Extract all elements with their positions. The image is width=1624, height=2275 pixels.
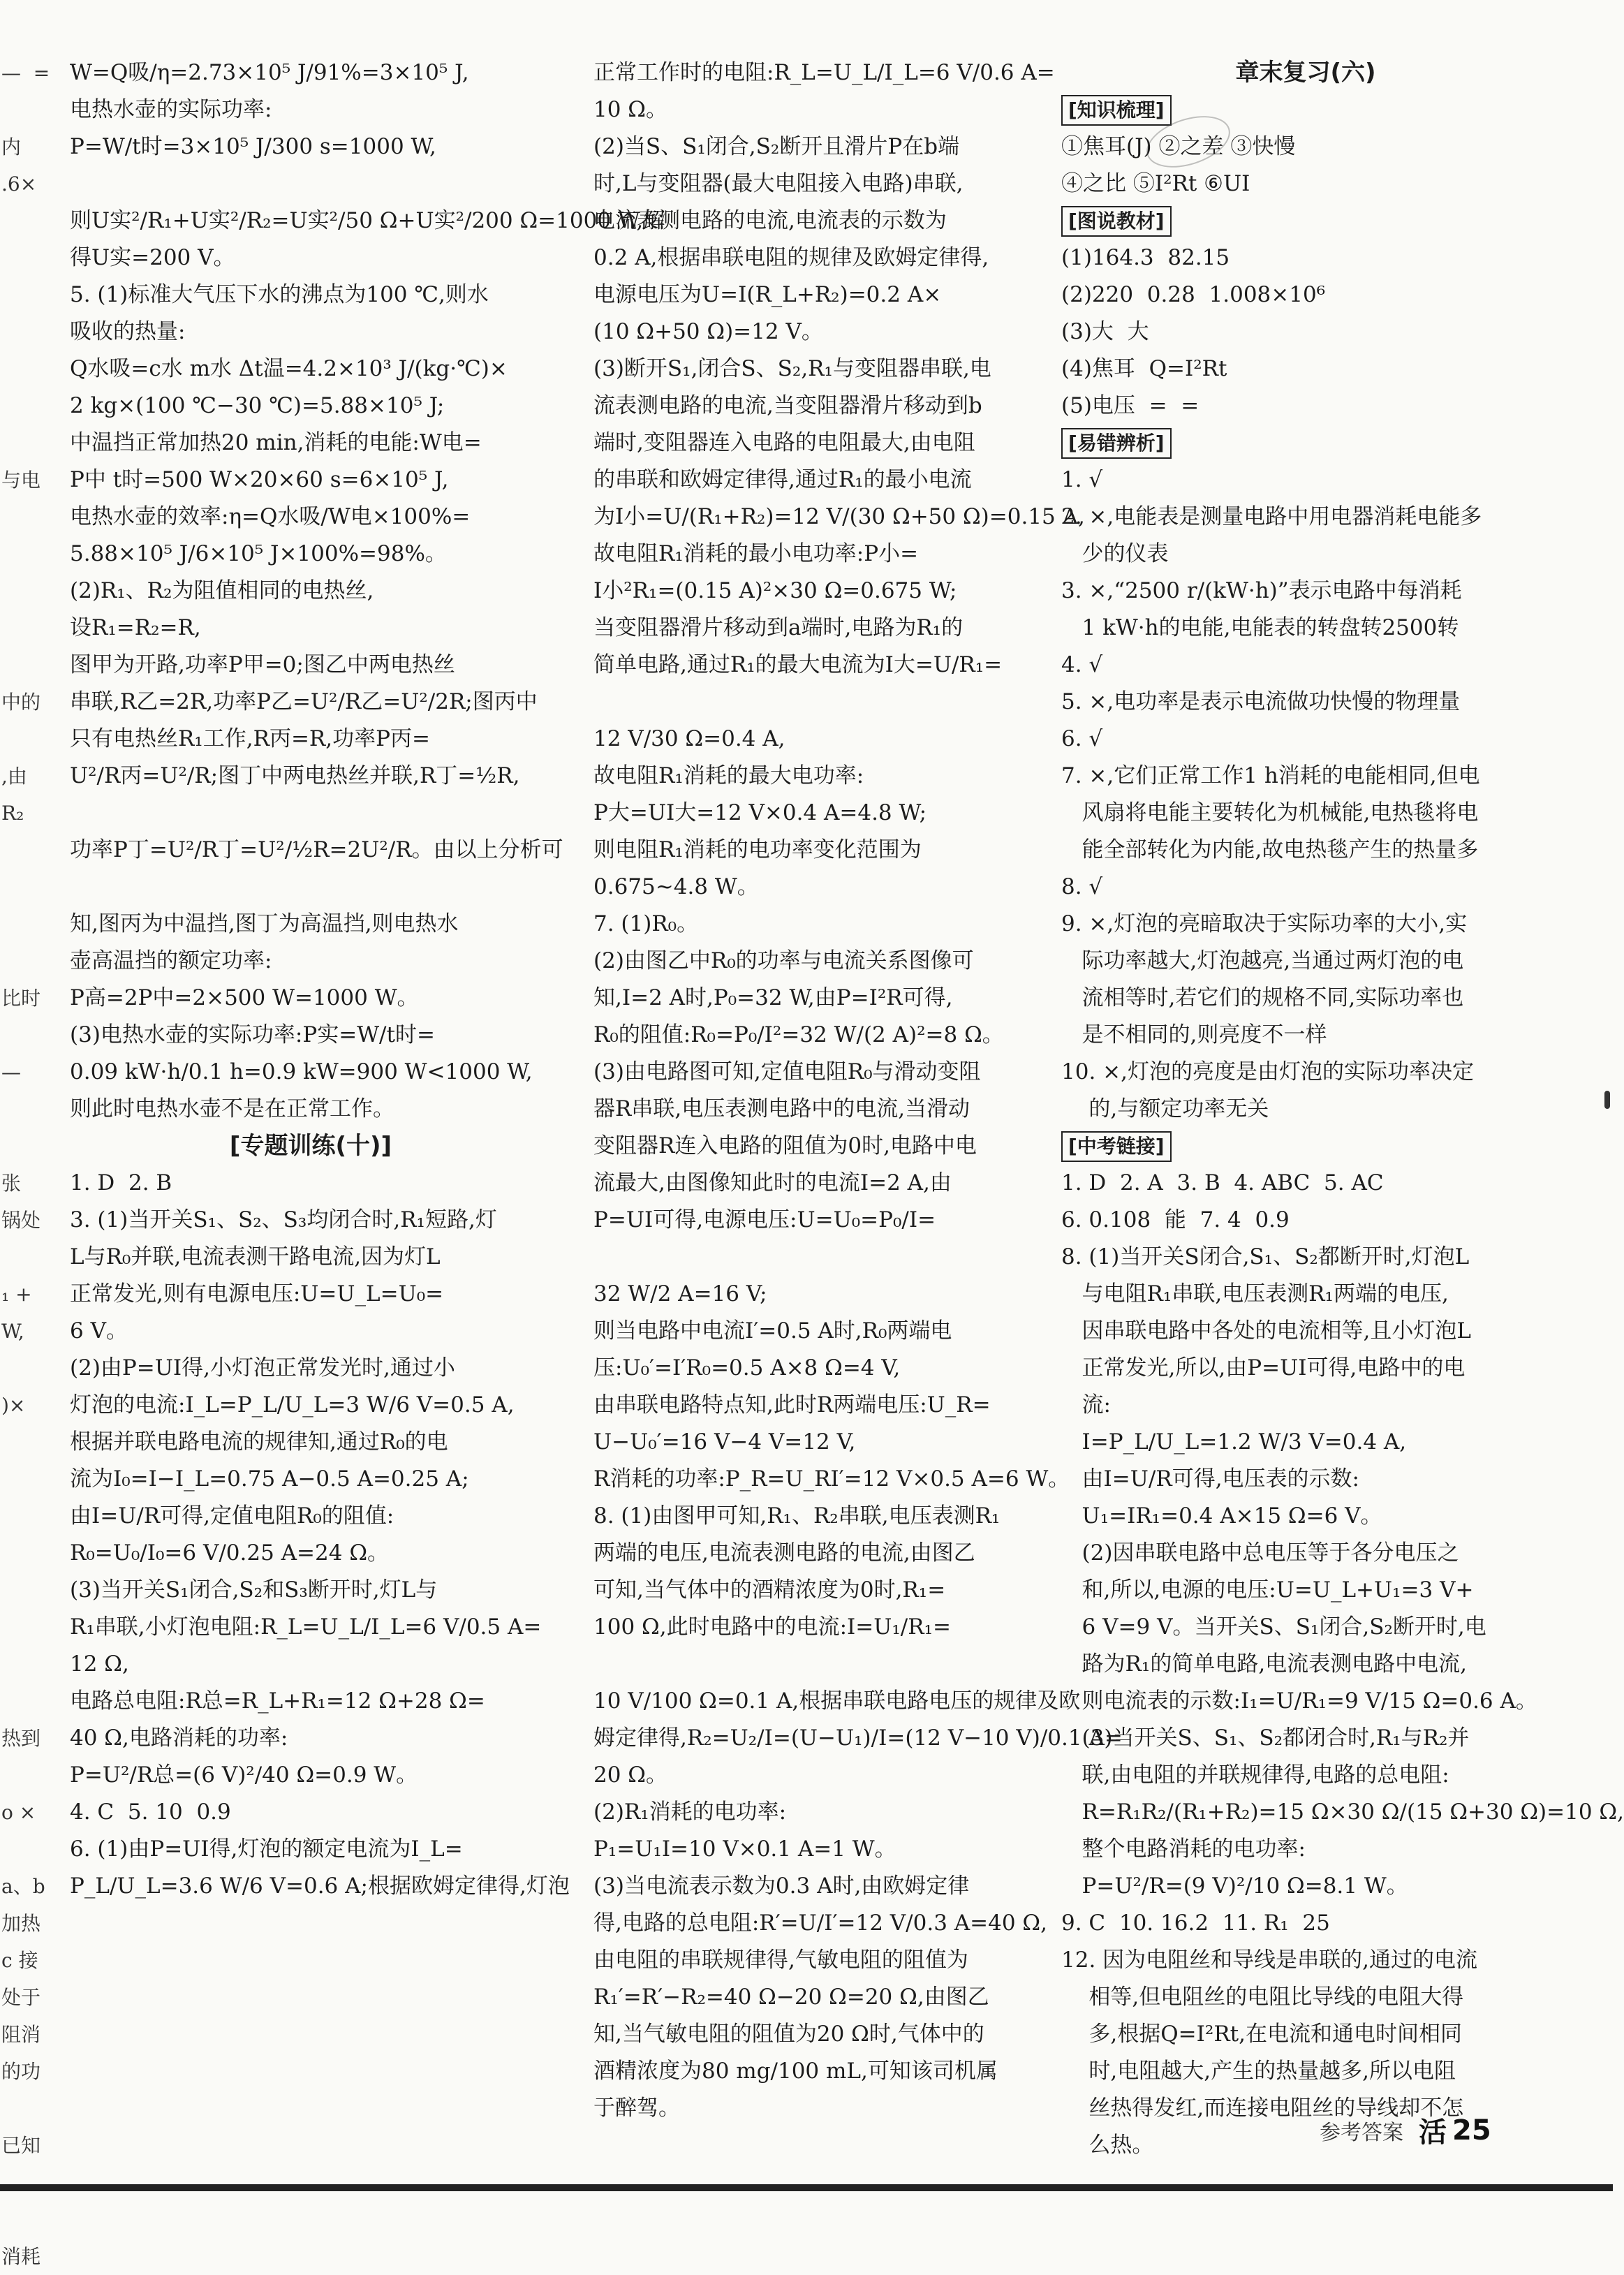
text-line: a、b	[1, 1875, 45, 1898]
text-line: 电源电压为U=I(R_L+R₂)=0.2 A×	[593, 282, 942, 307]
text-line: 5. (1)标准大气压下水的沸点为100 ℃,则水	[70, 282, 489, 307]
text-line: 酒精浓度为80 mg/100 mL,可知该司机属	[593, 2059, 998, 2084]
section-tag	[1061, 425, 1550, 462]
text-line	[1, 351, 43, 388]
text-line: 20 Ω。	[593, 1762, 668, 1788]
text-line: R消耗的功率:P_R=U_RI′=12 V×0.5 A=6 W。	[593, 1466, 1070, 1492]
text-line: 8. (1)由图甲可知,R₁、R₂串联,电压表测R₁	[593, 1503, 1001, 1529]
text-line: 0.09 kW·h/0.1 h=0.9 kW=900 W<1000 W,	[70, 1059, 533, 1084]
text-line: 因串联电路中各处的电流相等,且小灯泡L	[1061, 1318, 1472, 1343]
text-line: 联,由电阻的并联规律得,电路的总电阻:	[1061, 1762, 1449, 1788]
text-line: P中 t时=500 W×20×60 s=6×10⁵ J,	[70, 467, 449, 492]
text-line	[1, 1239, 43, 1276]
text-line: 少的仪表	[1061, 541, 1169, 566]
text-line	[1, 1017, 43, 1054]
text-line: 知,当气敏电阻的阻值为20 Ω时,气体中的	[593, 2022, 984, 2047]
text-line: 1. D 2. B	[70, 1170, 172, 1195]
text-line	[70, 869, 552, 906]
text-line: 么热。	[1061, 2133, 1154, 2158]
text-line: R₁′=R′−R₂=40 Ω−20 Ω=20 Ω,由图乙	[593, 1985, 989, 2010]
section-tag-box: [知识梳理]	[1061, 95, 1172, 126]
text-line: U₁=IR₁=0.4 A×15 Ω=6 V。	[1061, 1503, 1382, 1529]
text-line	[1, 2164, 43, 2201]
text-line: P=UI可得,电源电压:U=U₀=P₀/I=	[593, 1207, 936, 1232]
section-tag	[1061, 91, 1550, 128]
text-line: 则电流表的示数:I₁=U/R₁=9 V/15 Ω=0.6 A。	[1061, 1688, 1537, 1714]
text-line: ①焦耳(J) ②之差 ③快慢	[1061, 134, 1296, 159]
text-line: 电路总电阻:R总=R_L+R₁=12 Ω+28 Ω=	[70, 1688, 485, 1714]
text-line: 9. C 10. 16.2 11. R₁ 25	[1061, 1910, 1330, 1936]
text-line: 设R₁=R₂=R,	[70, 615, 201, 640]
text-line: 6 V=9 V。当开关S、S₁闭合,S₂断开时,电	[1061, 1614, 1486, 1640]
text-line: 路为R₁的简单电路,电流表测电路中电流,	[1061, 1651, 1468, 1677]
text-line: (3)电热水壶的实际功率:P实=W/t时=	[70, 1022, 435, 1047]
text-line: P=W/t时=3×10⁵ J/300 s=1000 W,	[70, 134, 436, 159]
text-line: (2)R₁、R₂为阻值相同的电热丝,	[70, 578, 374, 603]
text-line: 故电阻R₁消耗的最大电功率:	[593, 763, 864, 788]
text-line: 多,根据Q=I²Rt,在电流和通电时间相同	[1061, 2022, 1462, 2047]
page-edge-mark	[1604, 1091, 1610, 1109]
text-line: R₀的阻值:R₀=P₀/I²=32 W/(2 A)²=8 Ω。	[593, 1022, 1004, 1047]
text-line: 姆定律得,R₂=U₂/I=(U−U₁)/I=(12 V−10 V)/0.1 A=	[593, 1725, 1123, 1751]
text-line	[1, 240, 43, 277]
text-line	[593, 684, 1054, 721]
text-line	[70, 165, 552, 203]
text-line: 由串联电路特点知,此时R两端电压:U_R=	[593, 1392, 991, 1418]
text-line: 100 Ω,此时电路中的电流:I=U₁/R₁=	[593, 1614, 951, 1640]
text-line	[1, 610, 43, 647]
text-line: 故电阻R₁消耗的最小电功率:P小=	[593, 541, 919, 566]
text-line: P₁=U₁I=10 V×0.1 A=1 W。	[593, 1836, 896, 1862]
text-line: ④之比 ⑤I²Rt ⑥UI	[1061, 171, 1250, 196]
text-line: R₀=U₀/I₀=6 V/0.25 A=24 Ω。	[70, 1540, 390, 1566]
text-line: P_L/U_L=3.6 W/6 V=0.6 A;根据欧姆定律得,灯泡	[70, 1873, 570, 1899]
text-line: 知,图丙为中温挡,图丁为高温挡,则电热水	[70, 911, 459, 936]
text-line: 流最大,由图像知此时的电流I=2 A,由	[593, 1170, 952, 1195]
text-line: 变阻器R连入电路的阻值为0时,电路中电	[593, 1133, 977, 1158]
text-line: 锅处	[1, 1209, 41, 1232]
text-line: 时,电阻越大,产生的热量越多,所以电阻	[1061, 2059, 1456, 2084]
text-line: 40 Ω,电路消耗的功率:	[70, 1725, 288, 1751]
text-line: (5)电压 = =	[1061, 393, 1199, 418]
text-line: 1 kW·h的电能,电能表的转盘转2500转	[1061, 615, 1459, 640]
bottom-rule	[0, 2184, 1613, 2191]
text-line	[1, 203, 43, 240]
text-line: 整个电路消耗的电功率:	[1061, 1836, 1306, 1862]
text-line: (2)由P=UI得,小灯泡正常发光时,通过小	[70, 1355, 455, 1381]
text-line	[1, 1609, 43, 1646]
text-line: (2)220 0.28 1.008×10⁶	[1061, 282, 1326, 307]
text-line: 风扇将电能主要转化为机械能,电热毯将电	[1061, 800, 1479, 825]
text-line: 处于	[1, 1986, 41, 2009]
text-line: 的,与额定功率无关	[1061, 1096, 1269, 1121]
text-line: 与电	[1, 469, 41, 492]
text-line: U−U₀′=16 V−4 V=12 V,	[593, 1429, 856, 1455]
text-line: 12. 因为电阻丝和导线是串联的,通过的电流	[1061, 1948, 1478, 1973]
text-line: (3)由电路图可知,定值电阻R₀与滑动变阻	[593, 1059, 981, 1084]
text-line: 丝热得发红,而连接电阻丝的导线却不怎	[1061, 2096, 1464, 2121]
text-line: 2. ×,电能表是测量电路中用电器消耗电能多	[1061, 504, 1482, 529]
text-line: 10. ×,灯泡的亮度是由灯泡的实际功率决定	[1061, 1059, 1474, 1084]
text-line: 7. (1)R₀。	[593, 911, 699, 936]
text-line: (2)R₁消耗的电功率:	[593, 1799, 787, 1825]
text-line: 中温挡正常加热20 min,消耗的电能:W电=	[70, 430, 482, 455]
text-line	[593, 1239, 1054, 1276]
text-line: 5.88×10⁵ J/6×10⁵ J×100%=98%。	[70, 541, 447, 566]
text-line	[1, 1091, 43, 1128]
text-line: 0.675~4.8 W。	[593, 874, 759, 899]
text-line	[1, 1461, 43, 1498]
text-line: 的串联和欧姆定律得,通过R₁的最小电流	[593, 467, 972, 492]
text-line: U²/R丙=U²/R;图丁中两电热丝并联,R丁=½R,	[70, 763, 520, 788]
text-line	[1, 1683, 43, 1720]
text-line: W,	[1, 1320, 24, 1343]
text-line: 12 Ω,	[70, 1651, 129, 1677]
text-line: 相等,但电阻丝的电阻比导线的电阻大得	[1061, 1985, 1464, 2010]
text-line	[1, 2090, 43, 2127]
text-line: 流表测电路的电流,当变阻器滑片移动到b	[593, 393, 982, 418]
text-line: 1. √	[1061, 467, 1103, 492]
section-tag-box: [易错辨析]	[1061, 428, 1172, 459]
text-line: R₁串联,小灯泡电阻:R_L=U_L/I_L=6 V/0.5 A=	[70, 1614, 542, 1640]
text-line: 消耗	[1, 2245, 41, 2268]
text-line: 12 V/30 Ω=0.4 A,	[593, 726, 785, 751]
text-line: — =	[1, 61, 50, 84]
page-number: 25	[1452, 2114, 1491, 2147]
text-line: 32 W/2 A=16 V;	[593, 1281, 767, 1306]
text-line	[1, 1757, 43, 1794]
text-line	[1, 721, 43, 758]
section-tag-box: [图说教材]	[1061, 206, 1172, 237]
text-line: 图甲为开路,功率P甲=0;图乙中两电热丝	[70, 652, 455, 677]
text-line: 两端的电压,电流表测电路的电流,由图乙	[593, 1540, 975, 1566]
text-line	[1, 499, 43, 536]
text-line: 根据并联电路电流的规律知,通过R₀的电	[70, 1429, 448, 1455]
text-line: 串联,R乙=2R,功率P乙=U²/R乙=U²/2R;图丙中	[70, 689, 538, 714]
text-line: .6×	[1, 172, 37, 196]
text-line: 内	[1, 135, 22, 159]
text-line: —	[1, 1061, 21, 1084]
text-line	[1, 314, 43, 351]
answer-column-3	[1061, 54, 1624, 2164]
text-line: c 接	[1, 1949, 38, 1972]
text-line: 是不相同的,则亮度不一样	[1061, 1022, 1327, 1047]
text-line	[1, 1350, 43, 1387]
text-line	[1, 2201, 43, 2238]
section-tag	[1061, 203, 1550, 240]
text-line: (2)因串联电路中总电压等于各分电压之	[1061, 1540, 1459, 1566]
text-line: Q水吸=c水 m水 Δt温=4.2×10³ J/(kg·℃)×	[70, 356, 508, 381]
text-line: 7. ×,它们正常工作1 h消耗的电能相同,但电	[1061, 763, 1480, 788]
text-line	[1, 425, 43, 462]
text-line: 时,L与变阻器(最大电阻接入电路)串联,	[593, 171, 964, 196]
text-line: 与电阻R₁串联,电压表测R₁两端的电压,	[1061, 1281, 1449, 1306]
text-line: (3)大 大	[1061, 319, 1149, 344]
text-line: 得,电路的总电阻:R′=U/I′=12 V/0.3 A=40 Ω,	[593, 1910, 1047, 1936]
text-line: 由I=U/R可得,电压表的示数:	[1061, 1466, 1359, 1492]
text-line: 灯泡的电流:I_L=P_L/U_L=3 W/6 V=0.5 A,	[70, 1392, 515, 1418]
text-line: R=R₁R₂/(R₁+R₂)=15 Ω×30 Ω/(15 Ω+30 Ω)=10 Ω,	[1061, 1799, 1624, 1825]
text-line: 阻消	[1, 2023, 41, 2046]
text-line: 只有电热丝R₁工作,R丙=R,功率P丙=	[70, 726, 430, 751]
text-line: 流:	[1061, 1392, 1112, 1418]
text-line: R₂	[1, 802, 24, 825]
text-line: 热到	[1, 1727, 41, 1750]
text-line	[1, 1498, 43, 1535]
text-line: o ×	[1, 1801, 36, 1824]
text-line: 为I小=U/(R₁+R₂)=12 V/(30 Ω+50 Ω)=0.15 A,	[593, 504, 1085, 529]
text-line: 6 V。	[70, 1318, 128, 1343]
text-line: 10 Ω。	[593, 97, 668, 122]
text-line	[593, 1646, 1054, 1683]
text-line: (4)焦耳 Q=I²Rt	[1061, 356, 1227, 381]
text-line	[1, 1535, 43, 1572]
text-line: 电热水壶的效率:η=Q水吸/W电×100%=	[70, 504, 471, 529]
text-line: 则电阻R₁消耗的电功率变化范围为	[593, 837, 922, 862]
text-line	[1, 1646, 43, 1683]
text-line: 则U实²/R₁+U实²/R₂=U实²/50 Ω+U实²/200 Ω=1000 W,解	[70, 208, 665, 233]
text-line: 4. √	[1061, 652, 1103, 677]
text-line: 6. √	[1061, 726, 1103, 751]
text-line: 3. (1)当开关S₁、S₂、S₃均闭合时,R₁短路,灯	[70, 1207, 497, 1232]
text-line: (3)当开关S₁闭合,S₂和S₃断开时,灯L与	[70, 1577, 438, 1603]
section-tag	[1061, 1128, 1550, 1165]
text-line: 器R串联,电压表测电路中的电流,当滑动	[593, 1096, 970, 1121]
text-line: 功率P丁=U²/R丁=U²/½R=2U²/R。由以上分析可	[70, 837, 563, 862]
text-line	[1, 943, 43, 980]
text-line: ,由	[1, 765, 27, 788]
text-line: 端时,变阻器连入电路的电阻最大,由电阻	[593, 430, 975, 455]
text-line: 0.2 A,根据串联电阻的规律及欧姆定律得,	[593, 245, 989, 270]
text-line: 10 V/100 Ω=0.1 A,根据串联电路电压的规律及欧	[593, 1688, 1081, 1714]
text-line: 张	[1, 1172, 22, 1195]
text-line: 则当电路中电流I′=0.5 A时,R₀两端电	[593, 1318, 952, 1343]
text-line: 3. ×,“2500 r/(kW·h)”表示电路中每消耗	[1061, 578, 1462, 603]
text-line	[1, 91, 43, 128]
text-line: 4. C 5. 10 0.9	[70, 1799, 231, 1825]
section-tag-box: [中考链接]	[1061, 1131, 1172, 1162]
page-footer	[1320, 2110, 1491, 2150]
text-line: 由电阻的串联规律得,气敏电阻的阻值为	[593, 1948, 968, 1973]
text-line: 9. ×,灯泡的亮暗取决于实际功率的大小,实	[1061, 911, 1468, 936]
text-line: 已知	[1, 2134, 41, 2157]
text-line: 1. D 2. A 3. B 4. ABC 5. AC	[1061, 1170, 1384, 1195]
footer-brand: 活	[1419, 2116, 1447, 2149]
text-line: 由I=U/R可得,定值电阻R₀的阻值:	[70, 1503, 394, 1529]
text-line: 6. (1)由P=UI得,灯泡的额定电流为I_L=	[70, 1836, 463, 1862]
text-line: P大=UI大=12 V×0.4 A=4.8 W;	[593, 800, 927, 825]
text-line: 比时	[1, 987, 41, 1010]
text-line: (2)当S、S₁闭合,S₂断开且滑片P在b端	[593, 134, 960, 159]
text-line: (1)164.3 82.15	[1061, 245, 1230, 270]
text-line: 的功	[1, 2060, 41, 2083]
text-line	[1, 388, 43, 425]
text-line: P=U²/R=(9 V)²/10 Ω=8.1 W。	[1061, 1873, 1408, 1899]
section-heading: [专题训练(十)]	[229, 1132, 392, 1160]
text-line: 吸收的热量:	[70, 319, 186, 344]
text-line: 于醉驾。	[593, 2096, 680, 2121]
text-line: P=U²/R总=(6 V)²/40 Ω=0.9 W。	[70, 1762, 418, 1788]
text-line: 压:U₀′=I′R₀=0.5 A×8 Ω=4 V,	[593, 1355, 901, 1381]
text-line: (2)由图乙中R₀的功率与电流关系图像可	[593, 948, 974, 973]
text-line: 简单电路,通过R₁的最大电流为I大=U/R₁=	[593, 652, 1003, 677]
text-line: L与R₀并联,电流表测干路电流,因为灯L	[70, 1244, 441, 1269]
text-line: 则此时电热水壶不是在正常工作。	[70, 1096, 394, 1121]
text-line: 能全部转化为内能,故电热毯产生的热量多	[1061, 837, 1479, 862]
chapter-heading: 章末复习(六)	[1235, 59, 1376, 87]
text-line	[1, 573, 43, 610]
text-line	[70, 795, 552, 832]
text-line: 电热水壶的实际功率:	[70, 97, 272, 122]
text-line	[1, 1572, 43, 1609]
text-line: 得U实=200 V。	[70, 245, 235, 270]
text-line	[1, 647, 43, 684]
text-line: 可知,当气体中的酒精浓度为0时,R₁=	[593, 1577, 946, 1603]
text-line	[1, 536, 43, 573]
text-line	[1, 1128, 43, 1165]
text-line	[1, 869, 43, 906]
text-line: 际功率越大,灯泡越亮,当通过两灯泡的电	[1061, 948, 1464, 973]
text-line: P高=2P中=2×500 W=1000 W。	[70, 985, 419, 1010]
text-line: W=Q吸/η=2.73×10⁵ J/91%=3×10⁵ J,	[70, 60, 469, 85]
text-line	[1, 906, 43, 943]
text-line: 流相等时,若它们的规格不同,实际功率也	[1061, 985, 1464, 1010]
text-line: 知,I=2 A时,P₀=32 W,由P=I²R可得,	[593, 985, 953, 1010]
text-line: 壶高温挡的额定功率:	[70, 948, 272, 973]
text-line: )×	[1, 1394, 26, 1417]
text-line: (10 Ω+50 Ω)=12 V。	[593, 319, 823, 344]
text-line: 流为I₀=I−I_L=0.75 A−0.5 A=0.25 A;	[70, 1466, 469, 1492]
text-line: 正常发光,则有电源电压:U=U_L=U₀=	[70, 1281, 444, 1306]
text-line: ₁ +	[1, 1283, 32, 1306]
text-line	[1, 277, 43, 314]
text-line: (3)断开S₁,闭合S、S₂,R₁与变阻器串联,电	[593, 356, 991, 381]
text-line: 5. ×,电功率是表示电流做功快慢的物理量	[1061, 689, 1461, 714]
text-line: (3)当开关S、S₁、S₂都闭合时,R₁与R₂并	[1061, 1725, 1470, 1751]
text-line: 6. 0.108 能 7. 4 0.9	[1061, 1207, 1290, 1232]
text-line: I=P_L/U_L=1.2 W/3 V=0.4 A,	[1061, 1429, 1407, 1455]
text-line: 电流表测电路的电流,电流表的示数为	[593, 208, 947, 233]
text-line: 当变阻器滑片移动到a端时,电路为R₁的	[593, 615, 964, 640]
text-line: I小²R₁=(0.15 A)²×30 Ω=0.675 W;	[593, 578, 957, 603]
text-line	[1, 1831, 43, 1868]
text-line	[1, 832, 43, 869]
text-line	[1, 1424, 43, 1461]
text-line: 正常工作时的电阻:R_L=U_L/I_L=6 V/0.6 A=	[593, 60, 1055, 85]
left-edge-column	[1, 54, 50, 2275]
text-line: 中的	[1, 691, 41, 714]
footer-label: 参考答案	[1320, 2120, 1403, 2145]
text-line: 和,所以,电源的电压:U=U_L+U₁=3 V+	[1061, 1577, 1474, 1603]
text-line: 加热	[1, 1912, 41, 1935]
text-line: 正常发光,所以,由P=UI可得,电路中的电	[1061, 1355, 1466, 1381]
text-line: 8. √	[1061, 874, 1103, 899]
text-line: (3)当电流表示数为0.3 A时,由欧姆定律	[593, 1873, 970, 1899]
text-line: 8. (1)当开关S闭合,S₁、S₂都断开时,灯泡L	[1061, 1244, 1470, 1269]
text-line: 2 kg×(100 ℃−30 ℃)=5.88×10⁵ J;	[70, 393, 445, 418]
